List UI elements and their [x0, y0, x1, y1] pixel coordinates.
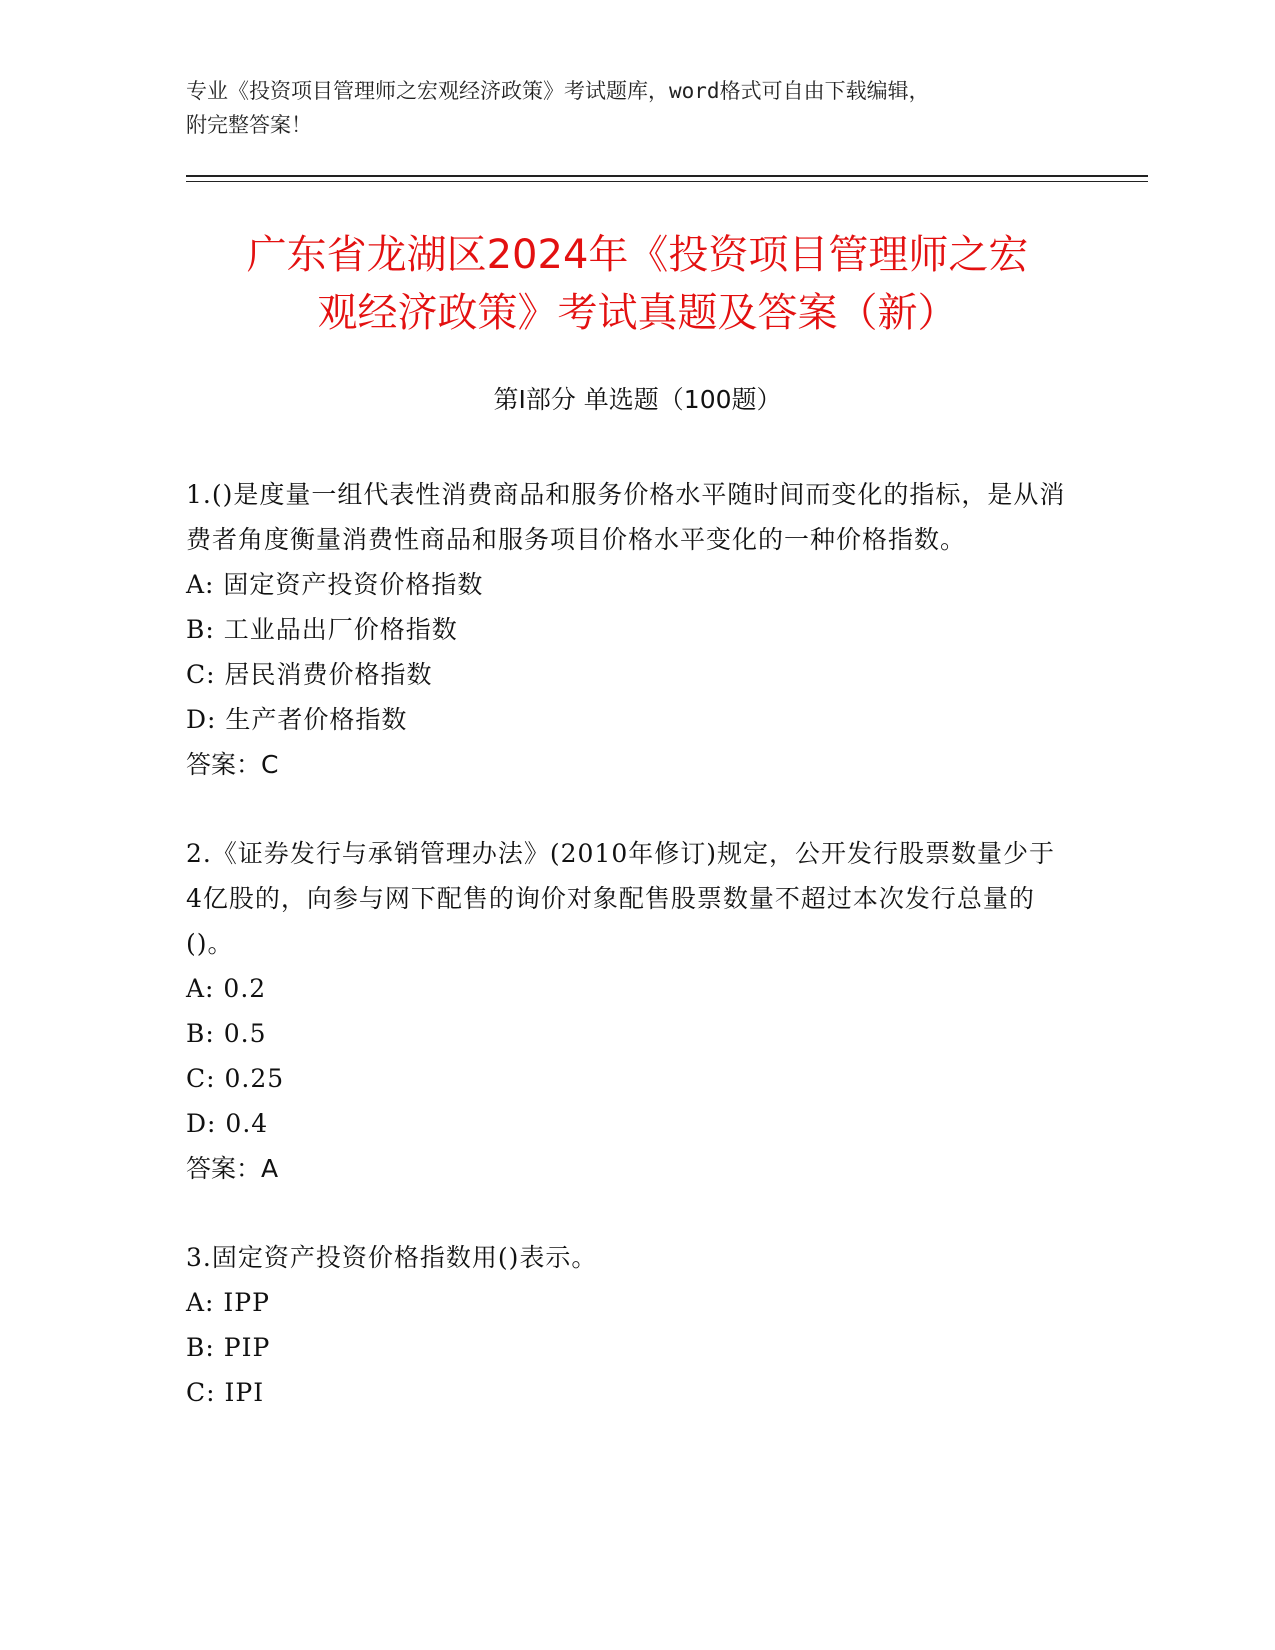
- header-note: [186, 74, 1106, 142]
- question-text: 3.固定资产投资价格指数用()表示。: [186, 1243, 598, 1272]
- question-1: [186, 472, 1066, 787]
- option-d: D: 0.4: [186, 1109, 269, 1138]
- question-text: 2.《证券发行与承销管理办法》(2010年修订)规定，公开发行股票数量少于4亿股的，向参与网下配售的询价对象配售股票数量不超过本次发行总量的()。: [186, 839, 1055, 958]
- option-a: A: 0.2: [186, 974, 267, 1003]
- option-c: C: 居民消费价格指数: [186, 660, 433, 689]
- header-rule-thick: [186, 175, 1148, 177]
- option-c: C: 0.25: [186, 1064, 285, 1093]
- option-d: D: 生产者价格指数: [186, 705, 408, 734]
- header-note-line-1: 专业《投资项目管理师之宏观经济政策》考试题库，word格式可自由下载编辑，: [186, 79, 930, 103]
- option-a: A: 固定资产投资价格指数: [186, 570, 484, 599]
- option-c: C: IPI: [186, 1378, 265, 1407]
- header-rule-thin: [186, 181, 1148, 182]
- header-note-line-2: 附完整答案！: [186, 113, 312, 137]
- option-a: A: IPP: [186, 1288, 270, 1317]
- question-list: [186, 472, 1066, 1459]
- option-b: B: PIP: [186, 1333, 271, 1362]
- document-title-line-2: 观经济政策》考试真题及答案（新）: [317, 290, 958, 336]
- option-b: B: 工业品出厂价格指数: [186, 615, 458, 644]
- answer: 答案：C: [186, 750, 279, 779]
- question-2: [186, 831, 1066, 1191]
- answer: 答案：A: [186, 1154, 279, 1183]
- section-heading: 第Ⅰ部分 单选题（100题）: [493, 385, 782, 414]
- option-b: B: 0.5: [186, 1019, 267, 1048]
- question-3: [186, 1235, 1066, 1415]
- document-title: [150, 226, 1125, 342]
- document-title-line-1: 广东省龙湖区2024年《投资项目管理师之宏: [246, 232, 1029, 278]
- question-text: 1.()是度量一组代表性消费商品和服务价格水平随时间而变化的指标，是从消费者角度衡量消费性商品和服务项目价格水平变化的一种价格指数。: [186, 480, 1066, 554]
